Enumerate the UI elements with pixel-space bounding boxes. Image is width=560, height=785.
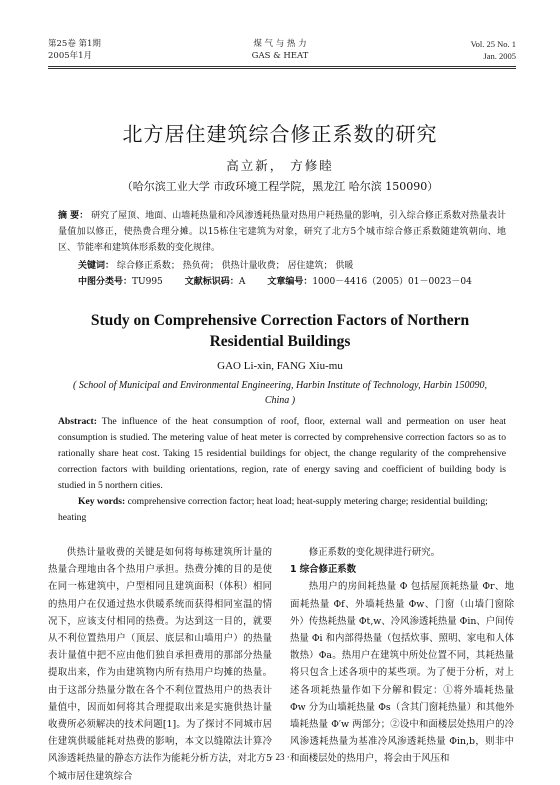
abstract-zh (58, 208, 506, 256)
article-number-value: 1000－4416（2005）01－0023－04 (312, 277, 472, 287)
affiliation-en: ( School of Municipal and Environmental Engineering, Harbin Institute of Technology, Harbin 150090, China ) (73, 380, 487, 406)
affiliation-zh: （哈尔滨工业大学 市政环境工程学院，黑龙江 哈尔滨 150090） (121, 180, 439, 193)
journal-volume-issue-en (471, 38, 516, 62)
abstract-en (58, 414, 506, 494)
journal-name-en: GAS & HEAT (251, 51, 309, 61)
abstract-zh-label: 摘 要： (58, 211, 89, 221)
keywords-zh-label: 关键词： (78, 261, 115, 271)
authors-zh: 高立新， 方修睦 (226, 158, 334, 173)
clc-label: 中图分类号： (78, 277, 133, 287)
keywords-en-text: comprehensive correction factor; heat load; heat-supply metering charge; residential building; heating (58, 496, 488, 523)
classification-zh (78, 274, 520, 290)
doc-code-value: A (238, 277, 246, 287)
clc-value: TU995 (132, 277, 163, 287)
volume-issue-label: 第25卷 第1期 (48, 39, 101, 49)
volume-issue-label-en: Vol. 25 No. 1 (470, 39, 516, 49)
body-column-left (48, 544, 272, 785)
issue-date-label-en: Jan. 2005 (483, 51, 516, 61)
paper-title-zh: 北方居住建筑综合修正系数的研究 (122, 122, 438, 146)
journal-name-zh: 煤 气 与 热 力 (253, 39, 307, 49)
page-number: · 23 · (270, 752, 290, 762)
keywords-en (58, 494, 506, 526)
keywords-zh (78, 258, 506, 274)
keywords-zh-text: 综合修正系数； 热负荷； 供热计量收费； 居住建筑； 供暖 (116, 261, 354, 271)
body-column-right (290, 544, 514, 768)
doc-code-label: 文献标识码： (184, 277, 239, 287)
header-rule-top (48, 66, 516, 67)
paper-title-en: Study on Comprehensive Correction Factors of Northern Residential Buildings (90, 312, 470, 350)
article-number-label: 文章编号： (267, 277, 313, 287)
issue-date-label: 2005年1月 (48, 51, 93, 61)
body-paragraph: 热用户的房间耗热量 Φ 包括屋顶耗热量 Φr、地面耗热量 Φf、外墙耗热量 Φw、门窗（山墙门窗除外）传热耗热量 Φt,w、冷风渗透耗热量 Φin、户间传热量 Φi 和内部得热量（包括炊事、照明、家电和人体散热）Φa。热用户在建筑中所处位置不同，其耗热量将只包含上述各项中的某些项。为了便于分析，对上述各项耗热量作如下分解和假定：①将外墙耗热量 Φw 分为山墙耗热量 Φs（含其门窗耗热量）和其他外墙耗热量 Φ′w 两部分；②设中和面楼层处热用户的冷风渗透耗热量为基准冷风渗透耗热量 Φin,b，则非中和面楼层处的热用户，将会由于风压和 (290, 581, 514, 765)
header-rule-bottom (48, 68, 516, 69)
abstract-zh-text: 研究了屋顶、地面、山墙耗热量和冷风渗透耗热量对热用户耗热量的影响，引入综合修正系数对热量表计量值加以修正，使热费合理分摊。以15栋住宅建筑为对象，研究了北方5个城市综合修正系数随建筑朝向、地区、节能率和建筑体形系数的变化规律。 (58, 211, 506, 253)
abstract-en-label: Abstract: (58, 416, 97, 427)
keywords-en-label: Key words: (78, 496, 126, 507)
body-paragraph: 供热计量收费的关键是如何将每栋建筑所计量的热量合理地由各个热用户承担。热费分摊的目的是使在同一栋建筑中，户型相同且建筑面积（体积）相同的热用户在仅通过热水供暖系统而获得相同室温的情况下，应该支付相同的热费。为达到这一目的，就要从不利位置热用户（顶层、底层和山墙用户）的热量表计量值中把不应由他们独自承担费用的那部分热量提取出来，作为由建筑物内所有热用户均摊的热量。由于这部分热量分散在各个不利位置热用户的热表计量值中，因而如何将其合理提取出来是实施供热计量收费所必须解决的技术问题[1]。为了探讨不同城市居住建筑供暖能耗对热费的影响，本文以缝隙法计算冷风渗透耗热量的静态方法作为能耗分析方法，对北方5个城市居住建筑综合 (48, 547, 272, 782)
section-heading: 1 综合修正系数 (290, 564, 357, 576)
body-paragraph: 修正系数的变化规律进行研究。 (308, 547, 441, 558)
authors-en: GAO Li-xin, FANG Xiu-mu (217, 360, 343, 372)
abstract-en-text: The influence of the heat consumption of roof, floor, external wall and permeation on user heat consumption is studied. The metering value of heat meter is corrected by comprehensive correction factors so as to rationally share heat cost. Taking 15 residential buildings for object, the change regularity of the comprehensive correction factors with building orientations, region, rate of energy saving and coefficient of building body is studied in 5 northern cities. (58, 416, 506, 491)
